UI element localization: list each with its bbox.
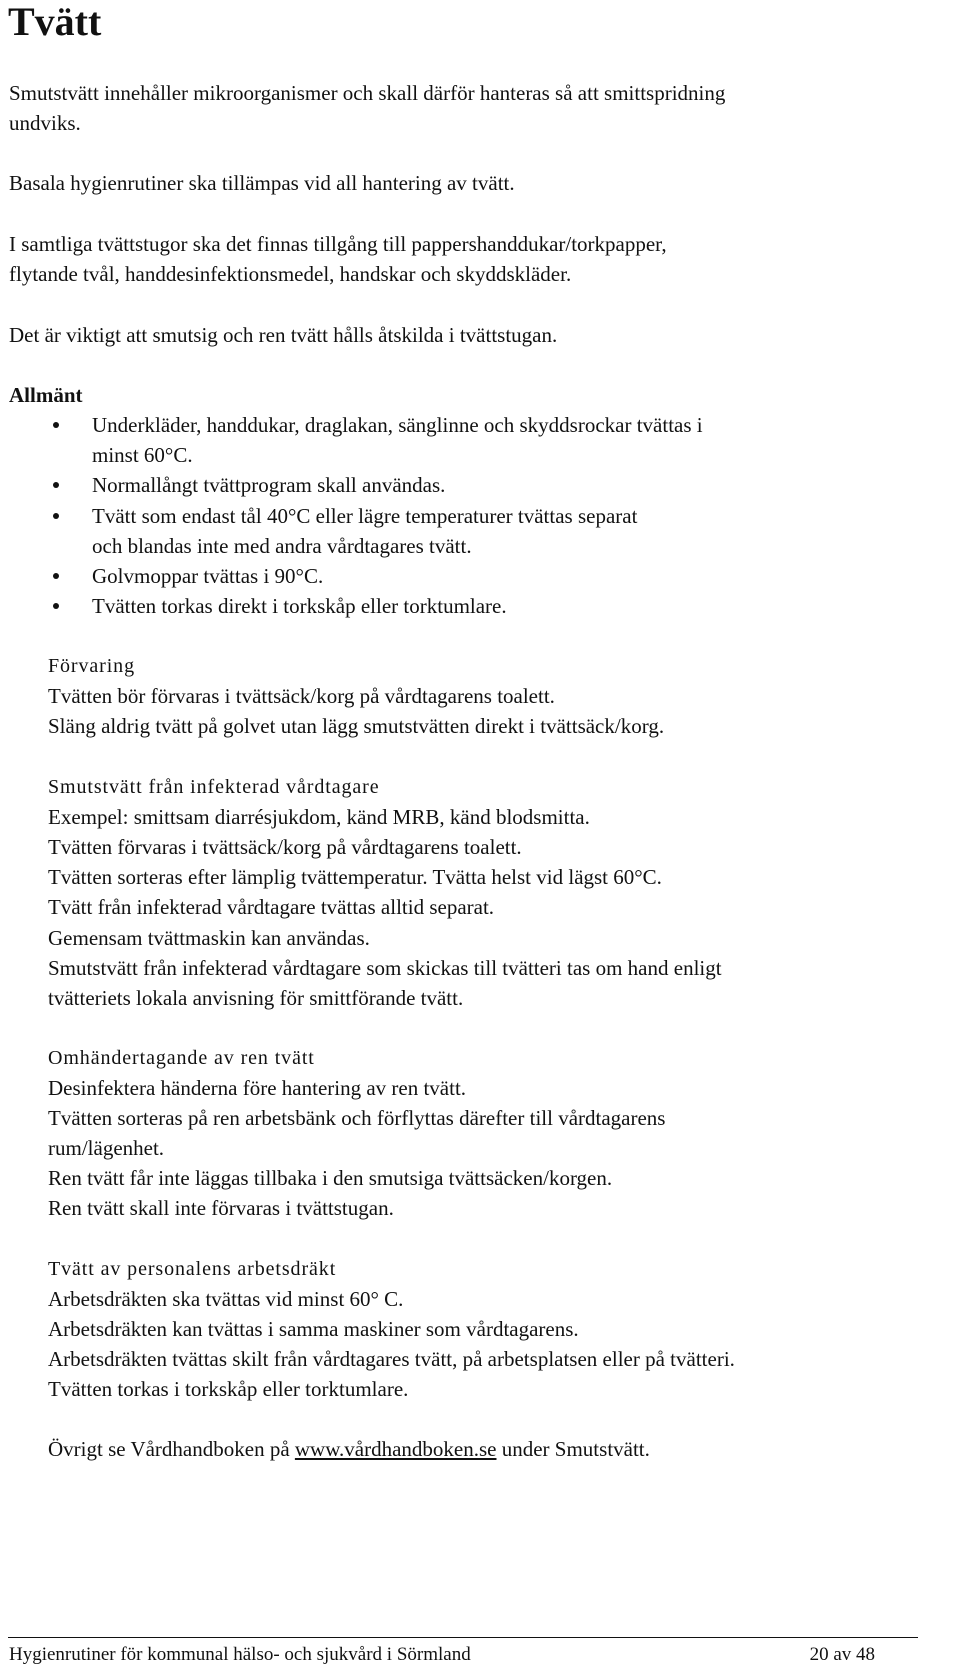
page-title: Tvätt (8, 0, 102, 44)
intro-line: Basala hygienrutiner ska tillämpas vid all hantering av tvätt. (9, 171, 515, 195)
section-heading-ren-tvatt: Omhändertagande av ren tvätt (48, 1047, 315, 1069)
body-line: rum/lägenhet. (48, 1136, 165, 1160)
body-line: Tvätten bör förvaras i tvättsäck/korg på vårdtagarens toalett. (48, 684, 555, 708)
bullet-icon (53, 422, 59, 428)
body-line: Släng aldrig tvätt på golvet utan lägg smutstvätten direkt i tvättsäck/korg. (48, 714, 665, 738)
bullet-item-continued: minst 60°C. (92, 443, 193, 467)
footer-title: Hygienrutiner för kommunal hälso- och sjukvård i Sörmland (9, 1644, 471, 1665)
intro-line: Smutstvätt innehåller mikroorganismer och skall därför hanteras så att smittspridning (9, 81, 726, 105)
section-heading-arbetsdrakt: Tvätt av personalens arbetsdräkt (48, 1258, 337, 1280)
bullet-item-continued: och blandas inte med andra vårdtagares tvätt. (92, 534, 472, 558)
footer-divider (8, 1637, 918, 1638)
section-heading-allmant: Allmänt (9, 383, 83, 407)
body-line: Exempel: smittsam diarrésjukdom, känd MRB, känd blodsmitta. (48, 805, 590, 829)
body-line: Tvätten sorteras efter lämplig tvättemperatur. Tvätta helst vid lägst 60°C. (48, 865, 662, 889)
bullet-item: Tvätt som endast tål 40°C eller lägre temperaturer tvättas separat (92, 504, 638, 528)
ovrigt-line (48, 1434, 650, 1464)
body-line: Arbetsdräkten kan tvättas i samma maskiner som vårdtagarens. (48, 1317, 579, 1341)
bullet-icon (53, 603, 59, 609)
page-number: 20 av 48 (809, 1644, 875, 1665)
body-line: Desinfektera händerna före hantering av ren tvätt. (48, 1076, 467, 1100)
bullet-item: Tvätten torkas direkt i torkskåp eller torktumlare. (92, 594, 507, 618)
body-line: Tvätten förvaras i tvättsäck/korg på vårdtagarens toalett. (48, 835, 522, 859)
ovrigt-text: Övrigt se Vårdhandboken på (48, 1437, 295, 1461)
body-line: Arbetsdräkten ska tvättas vid minst 60° C. (48, 1287, 404, 1311)
body-line: Arbetsdräkten tvättas skilt från vårdtagares tvätt, på arbetsplatsen eller på tvätteri. (48, 1347, 735, 1371)
vardhandboken-link[interactable]: www.vårdhandboken.se (294, 1437, 497, 1461)
body-line: Ren tvätt får inte läggas tillbaka i den smutsiga tvättsäcken/korgen. (48, 1166, 613, 1190)
body-line: Tvätten sorteras på ren arbetsbänk och förflyttas därefter till vårdtagarens (48, 1106, 666, 1130)
section-heading-infekterad: Smutstvätt från infekterad vårdtagare (48, 776, 380, 798)
bullet-item: Normallångt tvättprogram skall användas. (92, 473, 446, 497)
body-line: tvätteriets lokala anvisning för smittförande tvätt. (48, 986, 464, 1010)
section-heading-forvaring: Förvaring (48, 655, 135, 677)
bullet-icon (53, 573, 59, 579)
bullet-item: Underkläder, handdukar, draglakan, sänglinne och skyddsrockar tvättas i (92, 413, 703, 437)
body-line: Ren tvätt skall inte förvaras i tvättstugan. (48, 1196, 394, 1220)
bullet-icon (53, 513, 59, 519)
intro-line: undviks. (9, 111, 81, 135)
bullet-item: Golvmoppar tvättas i 90°C. (92, 564, 324, 588)
intro-line: Det är viktigt att smutsig och ren tvätt hålls åtskilda i tvättstugan. (9, 323, 558, 347)
body-line: Tvätten torkas i torkskåp eller torktumlare. (48, 1377, 409, 1401)
ovrigt-text-end: under Smutstvätt. (496, 1437, 650, 1461)
body-line: Gemensam tvättmaskin kan användas. (48, 926, 370, 950)
body-line: Smutstvätt från infekterad vårdtagare som skickas till tvätteri tas om hand enligt (48, 956, 722, 980)
intro-line: I samtliga tvättstugor ska det finnas tillgång till pappershanddukar/torkpapper, (9, 232, 667, 256)
intro-line: flytande tvål, handdesinfektionsmedel, handskar och skyddskläder. (9, 262, 572, 286)
bullet-icon (53, 482, 59, 488)
body-line: Tvätt från infekterad vårdtagare tvättas alltid separat. (48, 895, 495, 919)
